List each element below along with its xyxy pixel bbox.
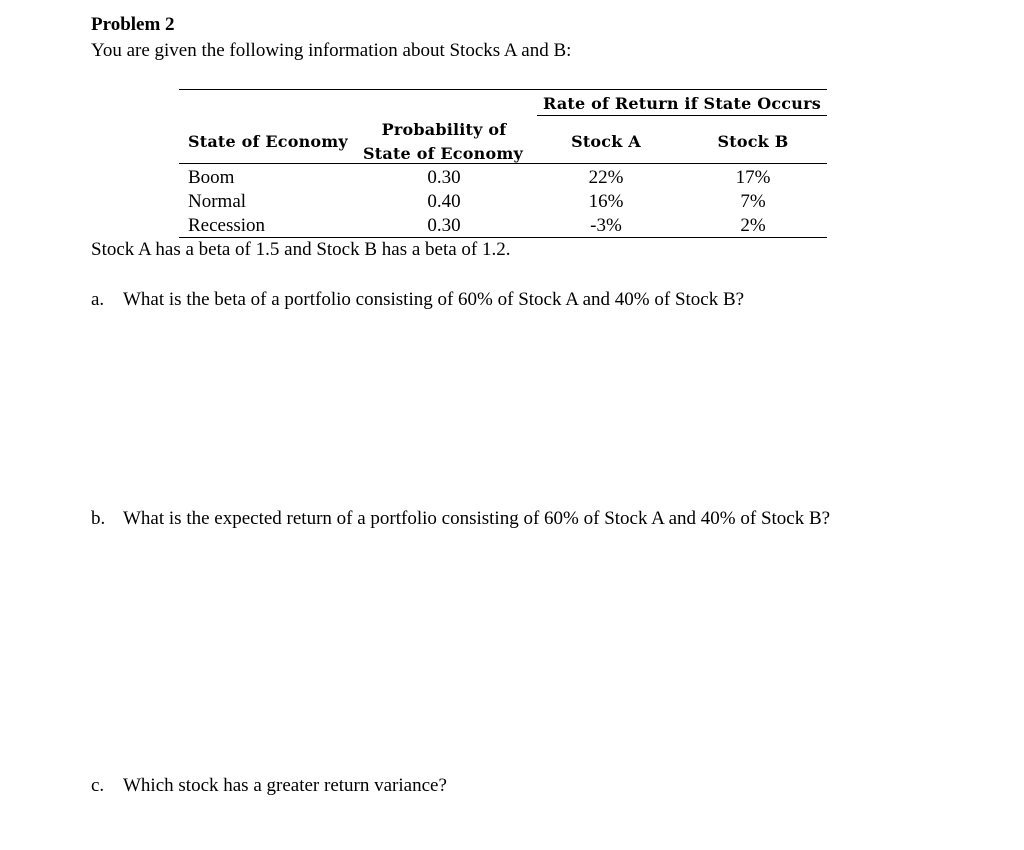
question-label: c. xyxy=(91,775,105,796)
row-prob: 0.30 xyxy=(427,167,461,188)
col-header-stock-a: Stock A xyxy=(571,132,641,151)
col-header-state: State of Economy xyxy=(188,132,348,151)
question-a xyxy=(91,289,744,311)
row-prob: 0.30 xyxy=(427,215,461,236)
col-header-stock-b: Stock B xyxy=(717,132,789,151)
header-bottom-rule xyxy=(179,163,827,164)
col-header-prob-line1: Probability of xyxy=(381,120,507,139)
row-stock-b: 17% xyxy=(735,167,771,188)
row-stock-a: 22% xyxy=(588,167,624,188)
question-text: Which stock has a greater return variance? xyxy=(123,775,447,796)
row-stock-a: 16% xyxy=(588,191,624,212)
beta-note: Stock A has a beta of 1.5 and Stock B has a beta of 1.2. xyxy=(91,239,511,260)
question-b xyxy=(91,508,830,530)
col-header-prob-line2: State of Economy xyxy=(363,144,523,163)
question-c xyxy=(91,775,447,797)
row-stock-b: 2% xyxy=(740,215,766,236)
table-bottom-rule xyxy=(179,237,827,238)
group-header-rule xyxy=(537,115,827,116)
question-label: b. xyxy=(91,508,106,529)
row-state: Boom xyxy=(188,167,235,188)
row-prob: 0.40 xyxy=(427,191,461,212)
question-text: What is the expected return of a portfolio consisting of 60% of Stock A and 40% of Stock B? xyxy=(123,508,831,529)
row-stock-b: 7% xyxy=(740,191,766,212)
row-stock-a: -3% xyxy=(590,215,622,236)
table-top-rule xyxy=(179,89,827,90)
row-state: Recession xyxy=(188,215,266,236)
group-header: Rate of Return if State Occurs xyxy=(543,94,821,113)
problem-intro: You are given the following information about Stocks A and B: xyxy=(91,40,572,61)
row-state: Normal xyxy=(188,191,247,212)
problem-title: Problem 2 xyxy=(91,14,175,35)
question-text: What is the beta of a portfolio consisting of 60% of Stock A and 40% of Stock B? xyxy=(123,289,745,310)
question-label: a. xyxy=(91,289,105,310)
